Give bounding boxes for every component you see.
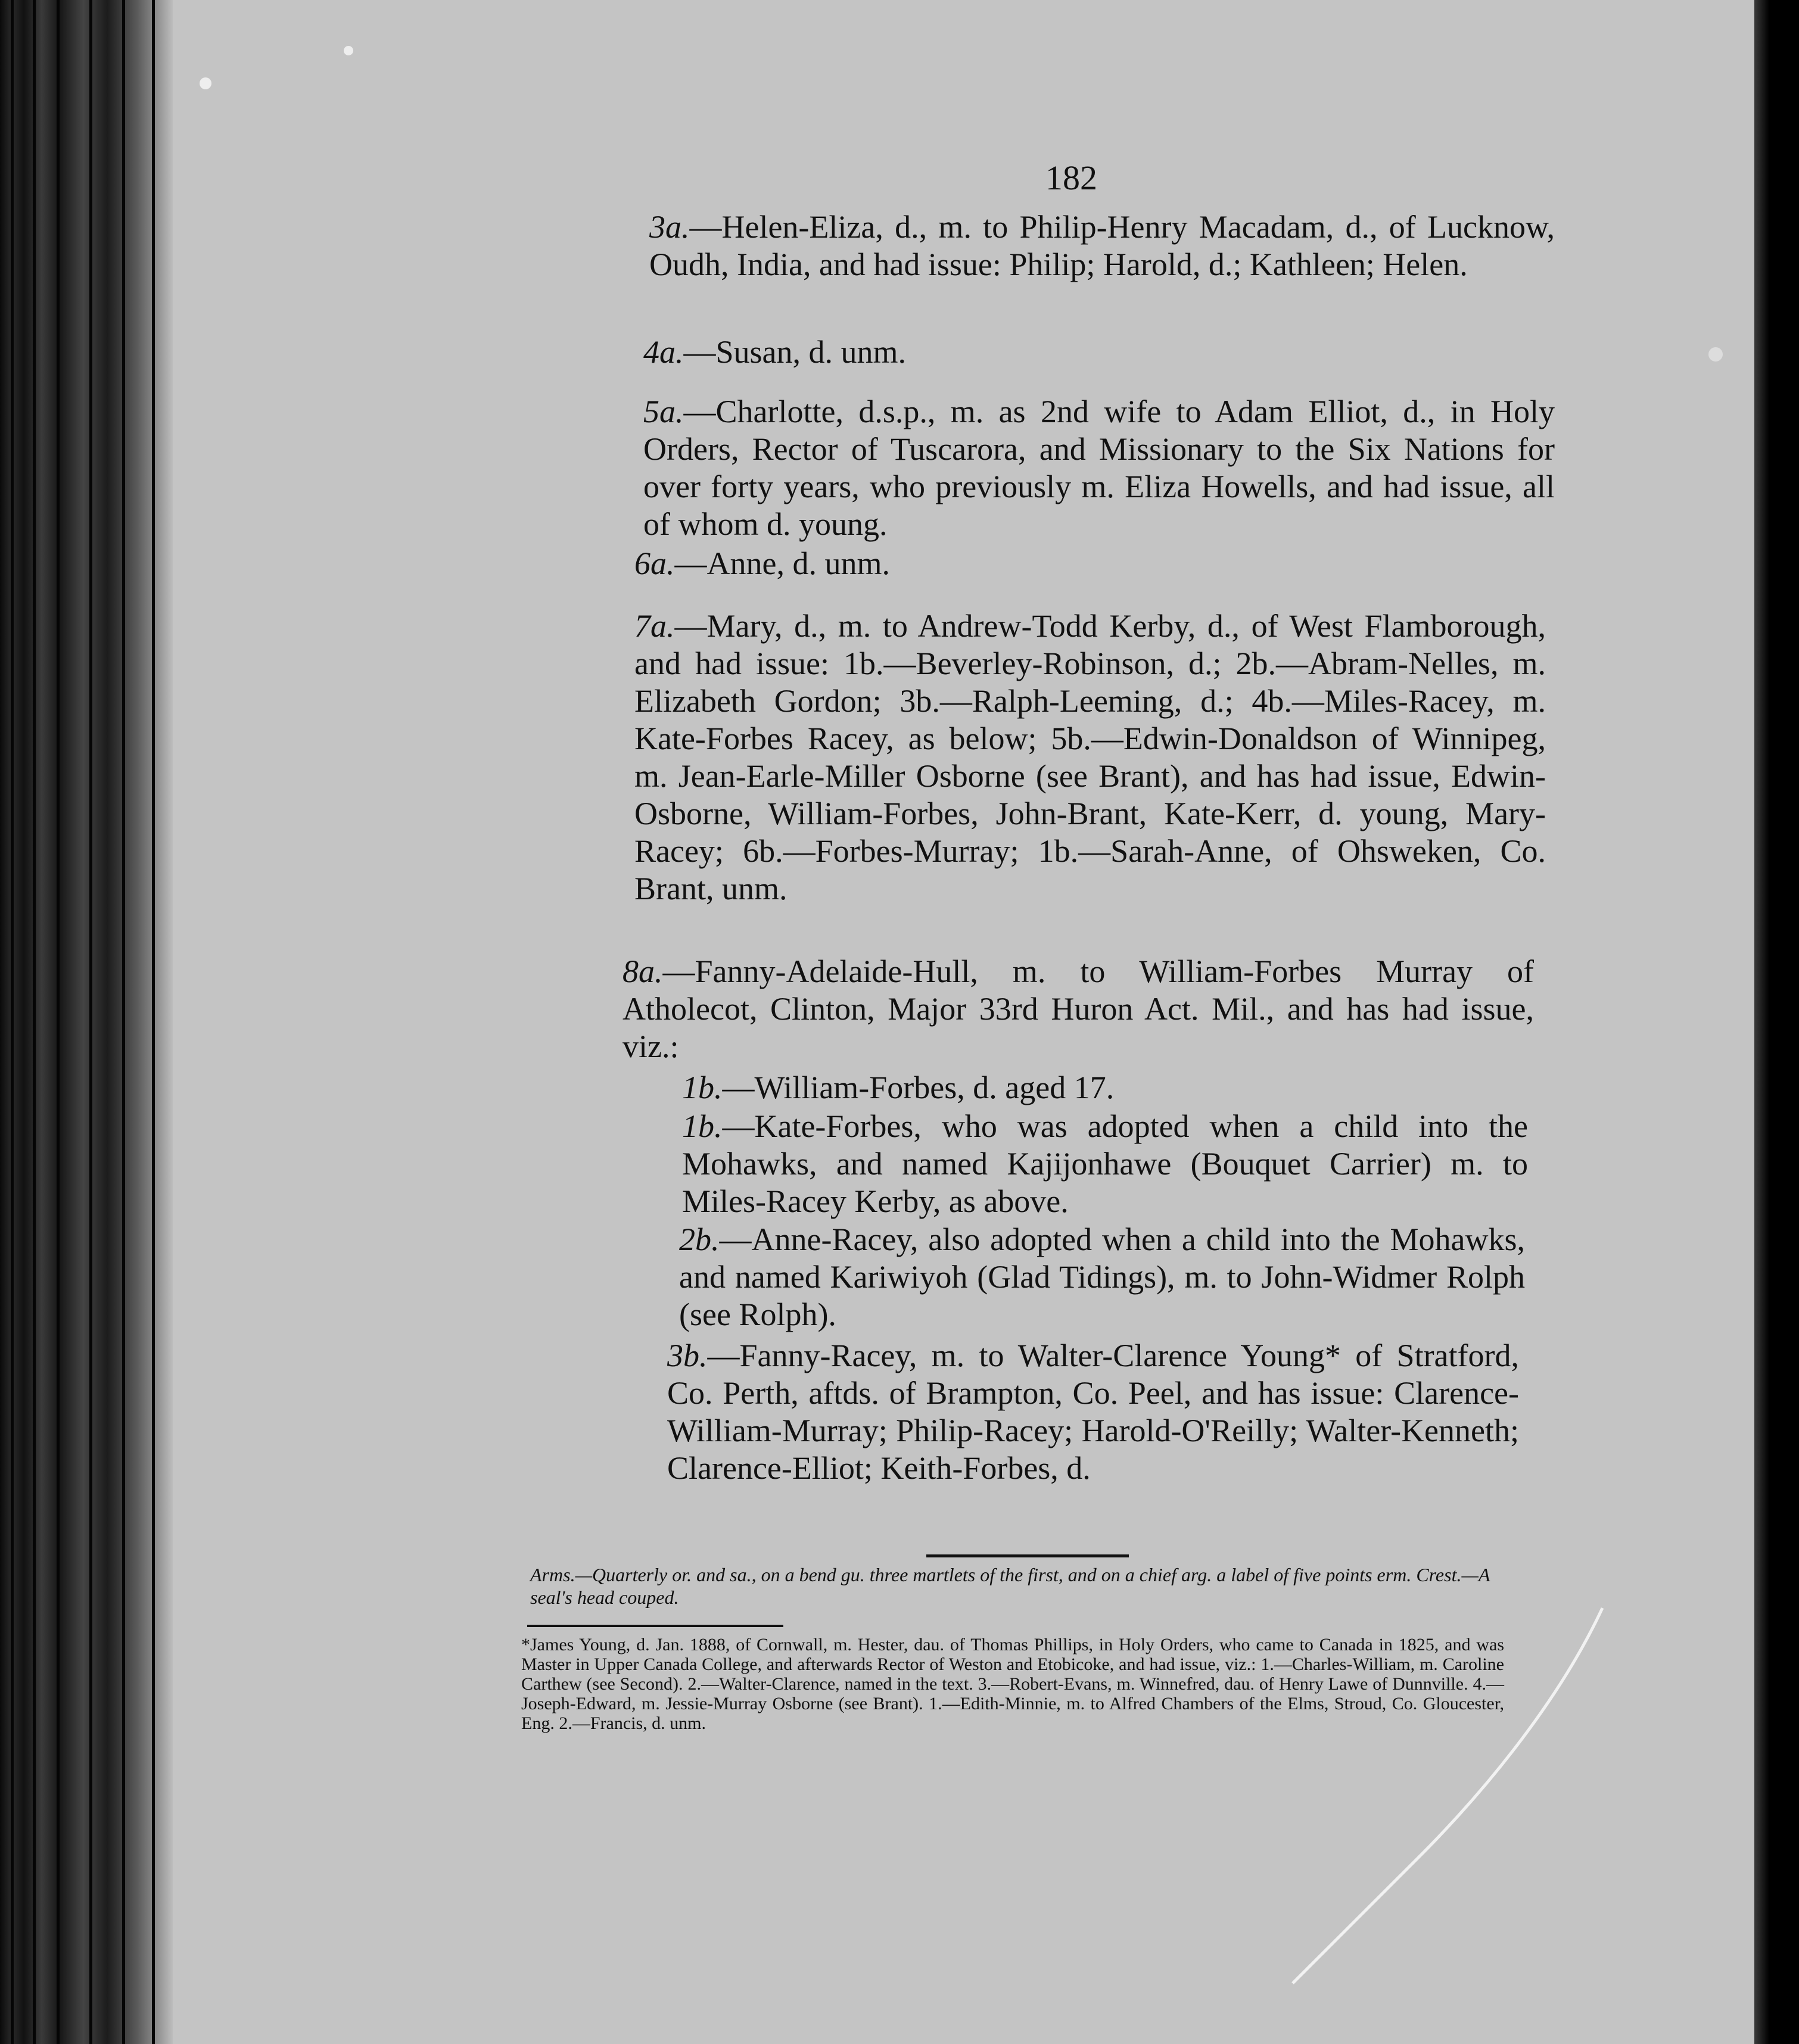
sub-entry-3b-fanny <box>667 1337 1519 1487</box>
footnote: *James Young, d. Jan. 1888, of Cornwall, m. Hester, dau. of Thomas Phillips, in Holy Orders, who came to Canada in 1825, and was Master in Upper Canada College, and afterwards Rector of Weston and Etobicoke, and had issue, viz.: 1.—Charles-William, m. Caroline Carthew (see Second). 2.—Walter-Clarence, named in the text. 3.—Robert-Evans, m. Winnefred, dau. of Henry Lawe of Dunnville. 4.—Joseph-Edward, m. Jessie-Murray Osborne (see Brant). 1.—Edith-Minnie, m. to Alfred Chambers of the Elms, Stroud, Co. Gloucester, Eng. 2.—Francis, d. unm. <box>521 1635 1504 1733</box>
entry-number: 4a. <box>643 334 684 370</box>
edge-line <box>11 0 14 2044</box>
entry-text: —Anne, d. unm. <box>674 546 890 581</box>
entry-3a <box>649 208 1555 283</box>
edge-line <box>152 0 155 2044</box>
entry-8a <box>623 953 1534 1065</box>
entry-text: —Fanny-Racey, m. to Walter-Clarence Young* of Stratford, Co. Perth, aftds. of Brampton, Co. Peel, and has issue: Clarence-William-Murray; Philip-Racey; Harold-O'Reilly; Walter-Kenneth; Clarence-Elliot; Keith-Forbes, d. <box>667 1338 1519 1486</box>
edge-line <box>33 0 36 2044</box>
scan-right-border <box>1754 0 1799 2044</box>
edge-line <box>57 0 60 2044</box>
edge-line <box>122 0 125 2044</box>
entry-text: —Anne-Racey, also adopted when a child into the Mohawks, and named Kariwiyoh (Glad Tidings), m. to John-Widmer Rolph (see Rolph). <box>679 1222 1525 1332</box>
entry-5a <box>643 393 1555 543</box>
sub-entry-2b-anne <box>679 1221 1525 1333</box>
footnote-divider <box>527 1625 783 1627</box>
entry-text: —Kate-Forbes, who was adopted when a child into the Mohawks, and named Kajijonhawe (Bouquet Carrier) m. to Miles-Racey Kerby, as above. <box>682 1108 1528 1219</box>
page-number: 182 <box>1045 158 1097 197</box>
entry-text: —Charlotte, d.s.p., m. as 2nd wife to Adam Elliot, d., in Holy Orders, Rector of Tuscarora, and Missionary to the Six Nations for over forty years, who previously m. Eliza Howells, and had issue, all of whom d. young. <box>643 394 1555 542</box>
edge-line <box>89 0 92 2044</box>
entry-4a <box>643 334 1549 371</box>
entry-number: 6a. <box>634 546 675 581</box>
entry-text: —Fanny-Adelaide-Hull, m. to William-Forbes Murray of Atholecot, Clinton, Major 33rd Huron Act. Mil., and has had issue, viz.: <box>623 954 1534 1064</box>
sub-entry-1b-kate <box>682 1108 1528 1220</box>
entry-number: 5a. <box>643 394 684 429</box>
entry-number: 1b. <box>682 1108 723 1144</box>
entry-text: —Mary, d., m. to Andrew-Todd Kerby, d., of West Flamborough, and had issue: 1b.—Beverley-Robinson, d.; 2b.—Abram-Nelles, m. Elizabeth Gordon; 3b.—Ralph-Leeming, d.; 4b.—Miles-Racey, m. Kate-Forbes Racey, as below; 5b.—Edwin-Donaldson of Winnipeg, m. Jean-Earle-Miller Osborne (see Brant), and has had issue, Edwin-Osborne, William-Forbes, John-Brant, Kate-Kerr, d. young, Mary-Racey; 6b.—Forbes-Murray; 1b.—Sarah-Anne, of Ohsweken, Co. Brant, unm. <box>634 608 1546 906</box>
book-page-edges <box>0 0 173 2044</box>
sub-entry-1b-william <box>682 1069 1528 1107</box>
entry-number: 3b. <box>667 1338 708 1373</box>
arms-description: Arms.—Quarterly or. and sa., on a bend gu. three martlets of the first, and on a chief arg. a label of five points erm. Crest.—A seal's head couped. <box>530 1564 1490 1608</box>
section-divider <box>926 1554 1129 1557</box>
entry-number: 2b. <box>679 1222 720 1257</box>
entry-7a <box>634 607 1546 908</box>
entry-number: 1b. <box>682 1070 723 1105</box>
entry-text: —Susan, d. unm. <box>683 334 907 370</box>
entry-number: 3a. <box>649 209 690 245</box>
entry-number: 7a. <box>634 608 675 644</box>
entry-6a <box>634 545 1540 582</box>
entry-text: —William-Forbes, d. aged 17. <box>722 1070 1115 1105</box>
entry-text: —Helen-Eliza, d., m. to Philip-Henry Macadam, d., of Lucknow, Oudh, India, and had issue: Philip; Harold, d.; Kathleen; Helen. <box>649 209 1555 282</box>
entry-number: 8a. <box>623 954 663 989</box>
